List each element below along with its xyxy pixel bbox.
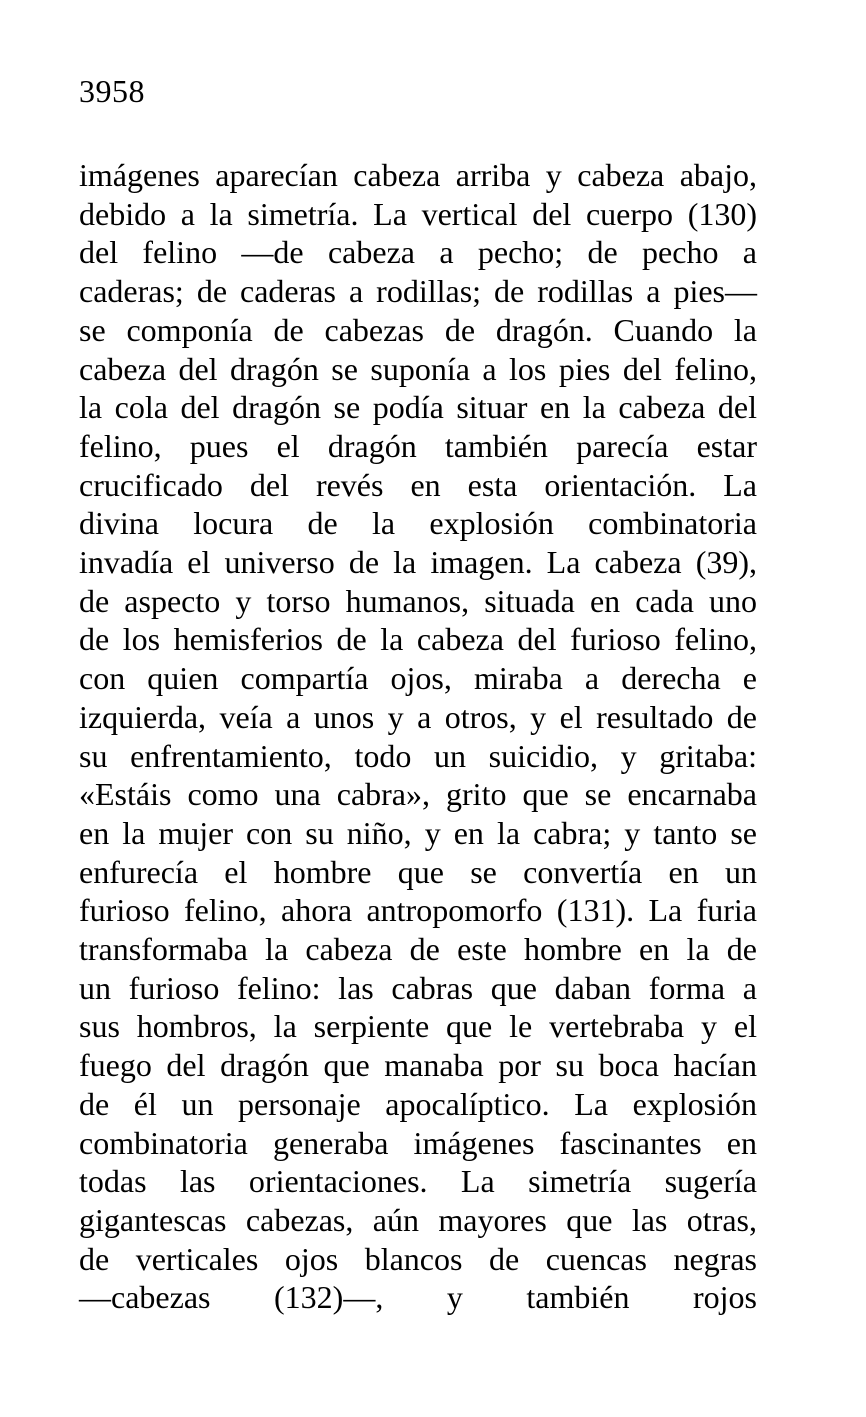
text-line: gigantescas cabezas, aún mayores que las otras, <box>79 1201 757 1238</box>
page-number: 3958 <box>79 73 145 109</box>
text-line: izquierda, veía a unos y a otros, y el resultado de <box>79 698 757 735</box>
text-line: «Estáis como una cabra», grito que se encarnaba <box>79 776 757 813</box>
text-line: cabeza del dragón se suponía a los pies del felino, <box>79 350 757 387</box>
text-line: felino, pues el dragón también parecía estar <box>79 427 757 464</box>
text-line: se componía de cabezas de dragón. Cuando la <box>79 311 757 348</box>
text-line: de verticales ojos blancos de cuencas negras <box>79 1240 757 1277</box>
text-line: invadía el universo de la imagen. La cabeza (39), <box>79 544 757 581</box>
text-line: de los hemisferios de la cabeza del furioso felino, <box>79 621 757 658</box>
text-line: combinatoria generaba imágenes fascinantes en <box>79 1124 757 1161</box>
body-text <box>79 156 757 1317</box>
text-line: de él un personaje apocalíptico. La explosión <box>79 1085 757 1122</box>
text-line: divina locura de la explosión combinatoria <box>79 505 757 542</box>
text-line: transformaba la cabeza de este hombre en la de <box>79 931 757 968</box>
text-line: un furioso felino: las cabras que daban forma a <box>79 969 757 1006</box>
text-line: enfurecía el hombre que se convertía en un <box>79 853 757 890</box>
text-line: su enfrentamiento, todo un suicidio, y gritaba: <box>79 737 757 774</box>
text-line: imágenes aparecían cabeza arriba y cabeza abajo, <box>79 157 757 193</box>
text-line: de aspecto y torso humanos, situada en cada uno <box>79 582 757 619</box>
text-line: furioso felino, ahora antropomorfo (131). La furia <box>79 892 757 929</box>
text-line: caderas; de caderas a rodillas; de rodillas a pies— <box>79 273 757 310</box>
text-line: del felino —de cabeza a pecho; de pecho a <box>79 234 757 271</box>
text-line: debido a la simetría. La vertical del cuerpo (130) <box>79 195 757 232</box>
text-line: la cola del dragón se podía situar en la cabeza del <box>79 389 757 426</box>
text-line: fuego del dragón que manaba por su boca hacían <box>79 1047 757 1084</box>
text-line: sus hombros, la serpiente que le vertebraba y el <box>79 1008 757 1045</box>
text-line: —cabezas (132)—, y también rojos <box>79 1279 757 1316</box>
text-line: todas las orientaciones. La simetría sugería <box>79 1163 757 1200</box>
text-line: en la mujer con su niño, y en la cabra; y tanto se <box>79 814 757 851</box>
text-line: con quien compartía ojos, miraba a derecha e <box>79 660 757 697</box>
text-line: crucificado del revés en esta orientación. La <box>79 466 757 503</box>
